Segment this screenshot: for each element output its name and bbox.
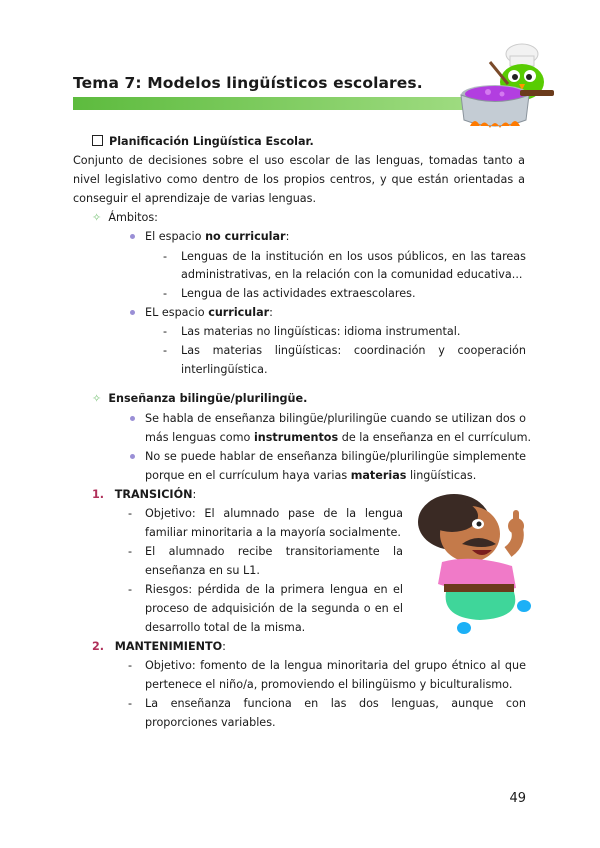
bullet-dot	[130, 416, 135, 421]
bilingue-p1-line-1: Se habla de enseñanza bilingüe/plurilingüe cuando se utilizan dos o	[145, 412, 526, 425]
intro-line-2: nivel legislativo como dentro de los propios centros, y que están orientadas a	[73, 173, 525, 186]
list-item-line: administrativas, en la relación con la comunidad educativa...	[181, 268, 523, 281]
no-curricular-label: El espacio no curricular:	[145, 230, 290, 243]
transicion-heading: 1. TRANSICIÓN:	[92, 488, 197, 501]
page-number: 49	[509, 791, 526, 806]
dash-bullet: -	[128, 545, 133, 558]
mantenimiento-heading: 2. MANTENIMIENTO:	[92, 640, 226, 653]
page-title: Tema 7: Modelos lingüísticos escolares.	[73, 74, 423, 92]
dash-bullet: -	[163, 325, 168, 338]
bullet-dot	[130, 234, 135, 239]
bilingue-p1-line-2: más lenguas como instrumentos de la enseñanza en el currículum.	[145, 431, 532, 444]
list-item-line: proceso de adquisición de la segunda o en el	[145, 602, 403, 615]
bullet-dot	[130, 310, 135, 315]
dash-bullet: -	[128, 697, 133, 710]
character-thumbs-up-illustration	[412, 492, 542, 640]
ambitos-label: Ámbitos:	[108, 211, 158, 224]
bilingue-heading: ✧ Enseñanza bilingüe/plurilingüe.	[92, 392, 308, 405]
list-item-line: proporciones variables.	[145, 716, 276, 729]
dash-bullet: -	[163, 250, 168, 263]
curricular-label: EL espacio curricular:	[145, 306, 273, 319]
list-item-line: Lenguas de la institución en los usos públicos, en las tareas	[181, 250, 526, 263]
list-item-line: Las materias lingüísticas: coordinación y cooperación	[181, 344, 526, 357]
section-heading-text: Planificación Lingüística Escolar.	[109, 135, 314, 148]
list-item-line: Riesgos: pérdida de la primera lengua en el	[145, 583, 403, 596]
list-item-line: El alumnado recibe transitoriamente la	[145, 545, 403, 558]
four-point-star-icon: ✧	[92, 392, 102, 405]
bullet-dot	[130, 454, 135, 459]
ambitos-item	[92, 209, 158, 227]
intro-line-1: Conjunto de decisiones sobre el uso escolar de las lenguas, tomadas tanto a	[73, 154, 525, 167]
owl-cooking-illustration	[450, 40, 555, 135]
list-item-line: La enseñanza funciona en las dos lenguas, aunque con	[145, 697, 526, 710]
dash-bullet: -	[163, 287, 168, 300]
list-item-line: familiar minoritaria a la mayoría socialmente.	[145, 526, 401, 539]
bilingue-p2-line-2: porque en el currículum haya varias materias lingüísticas.	[145, 469, 477, 482]
list-item-line: Objetivo: fomento de la lengua minoritaria del grupo étnico al que	[145, 659, 526, 672]
dash-bullet: -	[128, 507, 133, 520]
list-item-line: Las materias no lingüísticas: idioma instrumental.	[181, 325, 461, 338]
list-item-line: desarrollo total de la misma.	[145, 621, 306, 634]
list-item-line: Lengua de las actividades extraescolares.	[181, 287, 416, 300]
list-item-line: enseñanza en su L1.	[145, 564, 260, 577]
list-item-line: Objetivo: El alumnado pase de la lengua	[145, 507, 403, 520]
dash-bullet: -	[128, 583, 133, 596]
intro-line-3: conseguir el aprendizaje de varias lenguas.	[73, 192, 317, 205]
section-heading	[92, 133, 314, 151]
dash-bullet: -	[128, 659, 133, 672]
checkbox-square-icon	[92, 135, 103, 146]
four-point-star-icon: ✧	[92, 211, 102, 224]
list-item-line: interlingüística.	[181, 363, 268, 376]
dash-bullet: -	[163, 344, 168, 357]
bilingue-p2-line-1: No se puede hablar de enseñanza bilingüe/plurilingüe simplemente	[145, 450, 526, 463]
list-item-line: pertenece el niño/a, promoviendo el bilingüismo y biculturalismo.	[145, 678, 513, 691]
